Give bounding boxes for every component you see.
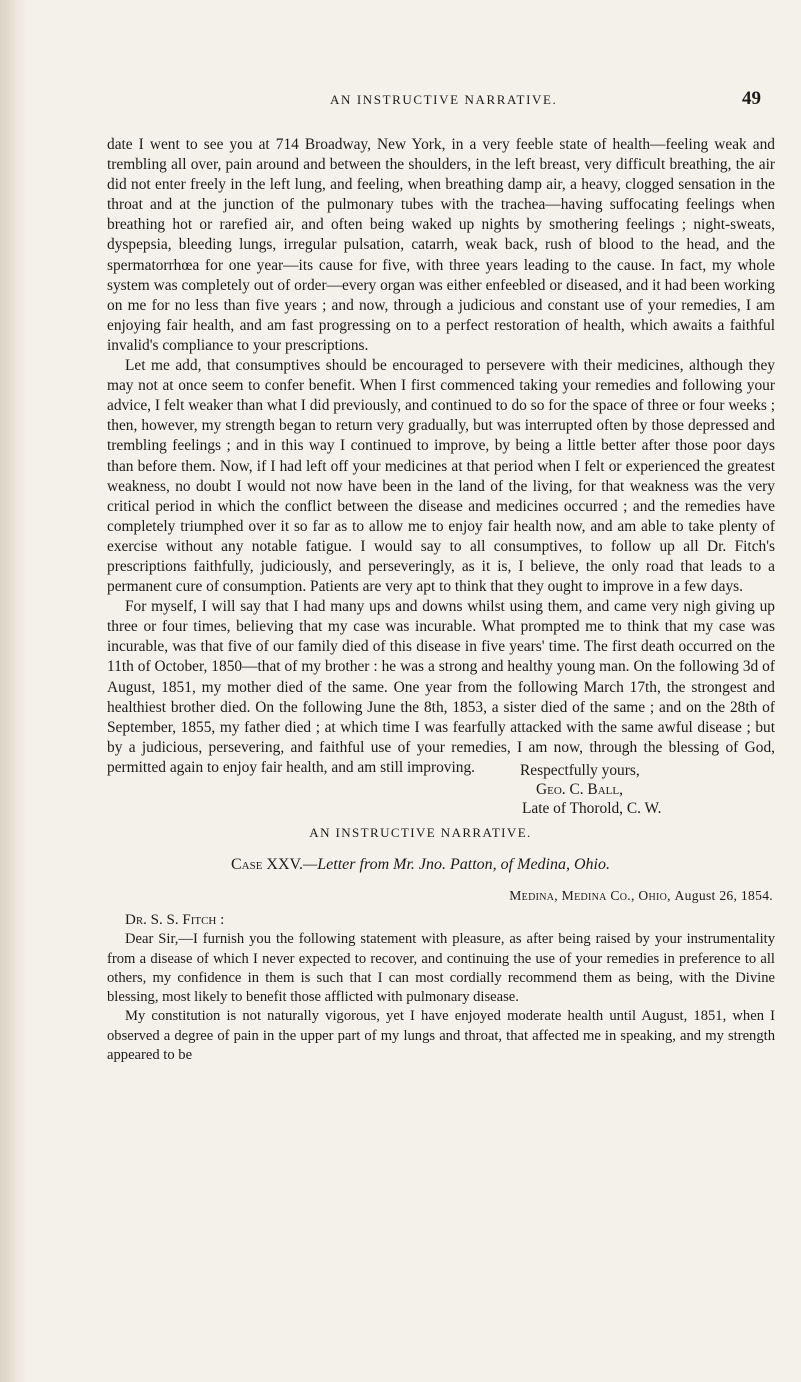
paragraph: date I went to see you at 714 Broadway, New York, in a very feeble state of health—feeling weak and trembling all over, pain around and between the shoulders, in the left breast, very difficult breathing, the air did not enter freely in the left lung, and feeling, when breathing damp air, a heavy, clogged sensation in the throat and at the junction of the pulmonary tubes with the trachea—having suffocating feelings when breathing hot or rarefied air, and often being waked up nights by smothering feelings ; night-sweats, dyspepsia, bleeding lungs, irregular pulsation, catarrh, weak back, rush of blood to the head, and the spermatorrhœa for one year—its cause for five, with three years leading to the cause. In fact, my whole system was completely out of order—every organ was either enfeebled or diseased, and it had been working on me for no less than five years ; and now, through a judicious and constant use of your remedies, I am enjoying fair health, and am fast progressing on to a perfect restoration of health, which awaits a faithful invalid's compliance to your prescriptions. — [107, 136, 775, 354]
dateline-date: August 26, 1854. — [674, 888, 773, 903]
case-title — [0, 856, 801, 874]
signature-name: Geo. C. Ball, — [536, 781, 623, 798]
signature-location: Late of Thorold, C. W. — [522, 800, 662, 817]
running-head: AN INSTRUCTIVE NARRATIVE. — [330, 92, 558, 107]
case-number: Case XXV. — [230, 856, 304, 873]
closing: Respectfully yours, — [520, 762, 640, 779]
paragraph: Let me add, that consumptives should be encouraged to persevere with their medicines, although they may not at once seem to confer benefit. When I first commenced taking your remedies and following your advice, I felt weaker than what I did previously, and continued to do so for the space of three or four weeks ; then, however, my strength began to return very gradually, but was interrupted often by those depressed and trembling feelings ; and in this way I continued to improve, by being a little better after those poor days than before them. Now, if I had left off your medicines at that period when I felt or experienced the greatest weakness, no doubt I would not now have been in the land of the living, for that weakness was the very critical period in which the conflict between the disease and medicines occurred ; and the remedies have completely triumphed over it so far as to allow me to enjoy fair health now, and am able to take plenty of exercise without any notable fatigue. I would say to all consumptives, to follow up all Dr. Fitch's prescriptions faithfully, judiciously, and perseveringly, as it is, I believe, the only road that leads to a permanent cure of consumption. Patients are very apt to think that they ought to improve in a few days. — [107, 357, 775, 596]
section-heading: AN INSTRUCTIVE NARRATIVE. — [309, 825, 532, 840]
paragraph: Dear Sir,—I furnish you the following statement with pleasure, as after being raised by your instrumentality from a disease of which I never expected to recover, and continuing the use of your remedies in preference to all others, my confidence in them is such that I can most cordially recommend them as being, with the Divine blessing, most likely to benefit those afflicted with pulmonary disease. — [107, 931, 775, 1006]
letter-signoff — [520, 761, 662, 818]
page-number: 49 — [742, 88, 761, 109]
letter-body — [107, 911, 775, 1065]
body-text — [107, 135, 775, 778]
paragraph: My constitution is not naturally vigorous, yet I have enjoyed moderate health until August, 1851, when I observed a degree of pain in the upper part of my lungs and throat, that affected me in speaking, and my strength appeared to be — [107, 1008, 775, 1064]
dateline-place: Medina, Medina Co., Ohio, — [509, 888, 675, 903]
letter-addressee: Dr. S. S. Fitch : — [125, 912, 225, 928]
letter-dateline — [509, 888, 773, 904]
page-binding-shadow — [0, 0, 28, 1382]
case-subtitle: —Letter from Mr. Jno. Patton, of Medina, Ohio. — [303, 856, 610, 873]
paragraph: For myself, I will say that I had many ups and downs whilst using them, and came very nigh giving up three or four times, believing that my case was incurable. What prompted me to think that my case was incurable, was that five of our family died of this disease in five years' time. The first death occurred on the 11th of October, 1850—that of my brother : he was a strong and healthy young man. On the following 3d of August, 1851, my mother died of the same. One year from the following March 17th, the strongest and healthiest brother died. On the following June the 8th, 1853, a sister died of the same ; and on the 28th of September, 1855, my father died ; at which time I was fearfully attacked with the same awful disease ; but by a judicious, persevering, and faithful use of your remedies, I am now, through the blessing of God, permitted again to enjoy fair health, and am still improving. — [107, 598, 775, 776]
